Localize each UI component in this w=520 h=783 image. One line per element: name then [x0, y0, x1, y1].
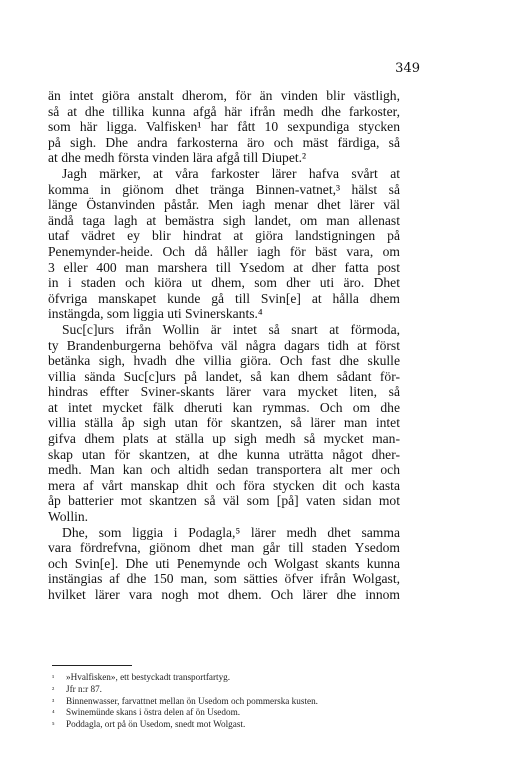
footnote-text: Swinemünde skans i östra delen af ön Usedom.: [66, 707, 241, 718]
text-line: så at dhe tillika kunna afgå här ifrån medh dhe farkoster,: [48, 103, 400, 119]
text-line: mera af vårt manskap dhit och föra stycken dit och kasta: [48, 477, 400, 493]
text-line: Penemynder-heide. Och då håller iagh för bäst vara, om: [48, 243, 400, 259]
text-line: Wollin.: [48, 509, 89, 525]
text-line: åp batterier mot skantzen så väl som [på] vaten sidan mot: [48, 493, 400, 509]
text-line: som här ligga. Valfisken¹ har fått 10 sexpundiga stycken: [48, 119, 400, 135]
footnote: [52, 707, 382, 719]
text-line: ändå taga lagh at bemästra sigh landet, om man allenast: [48, 212, 400, 228]
footnote-marker: ³: [52, 696, 55, 706]
text-line: villia sända Suc[c]urs på landet, så kan dhem sådant för-: [48, 368, 400, 384]
text-line: än intet giöra anstalt dherom, för än vinden blir västligh,: [48, 88, 400, 103]
footnote-text: Poddagla, ort på ön Usedom, snedt mot Wolgast.: [66, 719, 246, 730]
body-text: [48, 88, 400, 603]
text-line: medh. Man kan och altidh sedan transportera alt mer och: [48, 462, 400, 478]
footnote-separator: [52, 665, 132, 666]
text-line: hvilket lärer vara nogh mot dhem. Och lärer dhe innom: [48, 587, 400, 602]
text-line: vara fördrefvna, giönom dhet man går till staden Ysedom: [48, 540, 400, 556]
text-line: Dhe, som liggia i Podagla,⁵ lärer medh dhet samma: [62, 524, 400, 540]
text-line: på sigh. Dhe andra farkosterna äro och mäst färdiga, så: [48, 134, 400, 150]
footnote: [52, 684, 382, 696]
text-line: och Svin[e]. Dhe uti Penemynde och Wolgast skants kunna: [48, 555, 400, 571]
footnote-marker: ⁵: [52, 720, 55, 730]
footnote-text: Jfr n:r 87.: [66, 683, 102, 694]
footnote-marker: ⁴: [52, 708, 55, 718]
footnote-text: Binnenwasser, farvattnet mellan ön Usedom och pommerska kusten.: [66, 695, 318, 706]
footnotes: [52, 672, 382, 731]
text-line: gifva dhem plats at ställa up sigh medh så mycket man-: [48, 431, 400, 447]
text-line: betänka sigh, hvadh dhe villia giöra. Och fast dhe skulle: [48, 353, 400, 369]
text-line: skap utan för skantzen, at dhe kunna uträtta något dher-: [48, 446, 400, 462]
text-line: öfvriga manskapet kunde gå till Svin[e] at hålla dhem: [48, 290, 400, 306]
text-line: at dhe medh första vinden lära afgå till Diupet.²: [48, 150, 307, 166]
text-line: komma in giönom dhet tränga Binnen-vatnet,³ hälst så: [48, 181, 400, 197]
footnote-text: »Hvalfisken», ett bestyckadt transportfartyg.: [66, 672, 231, 682]
page-number: 349: [395, 61, 420, 76]
footnote-marker: ¹: [52, 673, 55, 682]
footnote: [52, 719, 382, 731]
text-line: 3 eller 400 man marshera till Ysedom at dher fatta post: [48, 259, 400, 275]
footnote: [52, 672, 382, 684]
footnote: [52, 696, 382, 708]
text-line: at intet mycket fälk dheruti kan rymmas. Och om dhe: [48, 399, 400, 415]
text-line: villia ställa åp sigh utan för skantzen, så lärer man intet: [48, 415, 400, 431]
text-line: instängias af dhe 150 man, som sätties öfver ifrån Wolgast,: [48, 571, 400, 587]
text-line: instängda, som liggia uti Svinerskants.⁴: [48, 306, 263, 322]
text-line: utaf vädret ey blir hindrat at giöra landstigningen på: [48, 228, 400, 244]
text-line: länge Östanvinden påstår. Men iagh menar dhet lärer väl: [48, 197, 400, 213]
footnote-marker: ²: [52, 684, 55, 694]
text-line: ty Brandenburgerna behöfva väl några dagars tidh at först: [48, 337, 400, 353]
text-line: in i staden och kiöra ut dhem, som dher uti äro. Dhet: [48, 275, 400, 291]
text-line: Jagh märker, at våra farkoster lärer hafva svårt at: [62, 165, 400, 181]
text-line: hindras effter Sviner-skants lärer vara mycket liten, så: [48, 384, 400, 400]
text-line: Suc[c]urs ifrån Wollin är intet så snart at förmoda,: [62, 321, 400, 337]
